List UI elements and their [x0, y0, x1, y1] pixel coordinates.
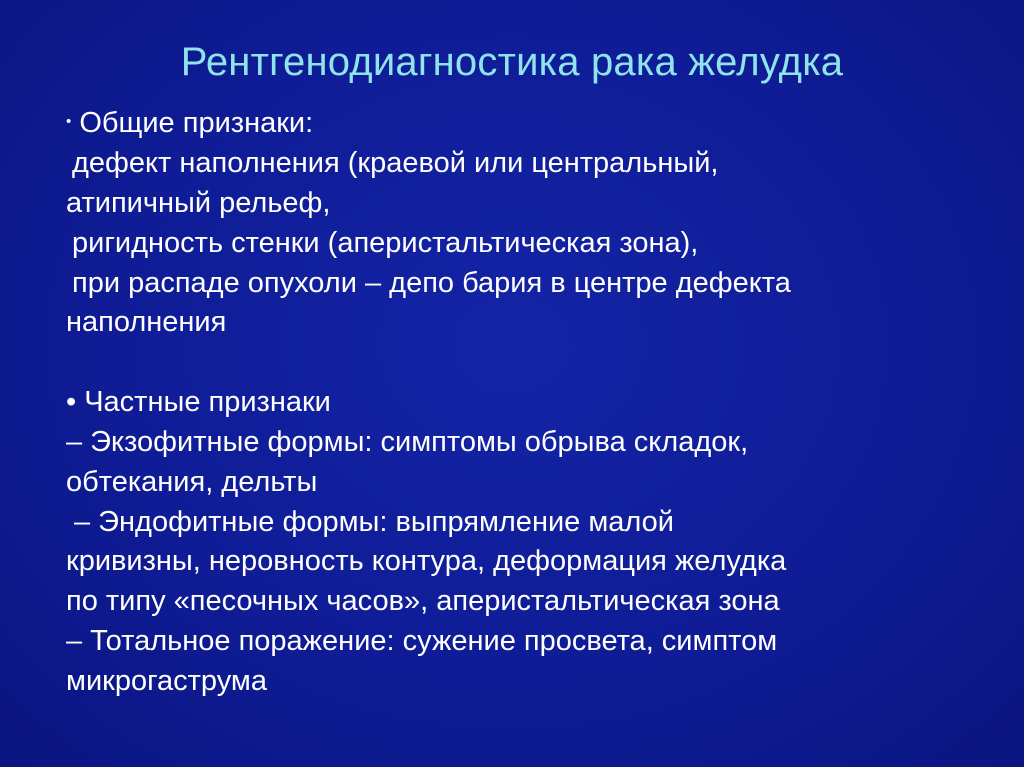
specific-sign-line: – Эндофитные формы: выпрямление малой — [74, 505, 674, 538]
general-sign-line: при распаде опухоли – депо бария в центре дефекта — [72, 266, 791, 299]
bullet-icon: • — [66, 113, 72, 131]
specific-signs-heading-line — [66, 383, 966, 423]
section-spacer — [66, 343, 966, 383]
specific-sign-line: обтекания, дельты — [66, 465, 318, 498]
specific-sign-line: по типу «песочных часов», аперистальтическая зона — [66, 585, 780, 618]
general-signs-heading-line — [66, 104, 966, 144]
general-sign-line: ригидность стенки (аперистальтическая зона), — [72, 226, 699, 259]
general-sign-line: наполнения — [66, 306, 227, 339]
general-sign-line: дефект наполнения (краевой или центральный, — [72, 147, 719, 180]
bullet-icon: • — [66, 386, 77, 419]
slide-body — [66, 104, 966, 702]
specific-signs-heading: Частные признаки — [84, 386, 331, 419]
specific-sign-line: кривизны, неровность контура, деформация желудка — [66, 545, 787, 578]
specific-sign-line: микрогаструма — [66, 664, 267, 697]
slide-title: Рентгенодиагностика рака желудка — [180, 40, 844, 84]
specific-sign-line: – Экзофитные формы: симптомы обрыва складок, — [66, 426, 749, 459]
general-sign-line: атипичный рельеф, — [66, 187, 331, 220]
specific-sign-line: – Тотальное поражение: сужение просвета, симптом — [66, 625, 778, 657]
general-signs-heading: Общие признаки: — [79, 107, 314, 139]
